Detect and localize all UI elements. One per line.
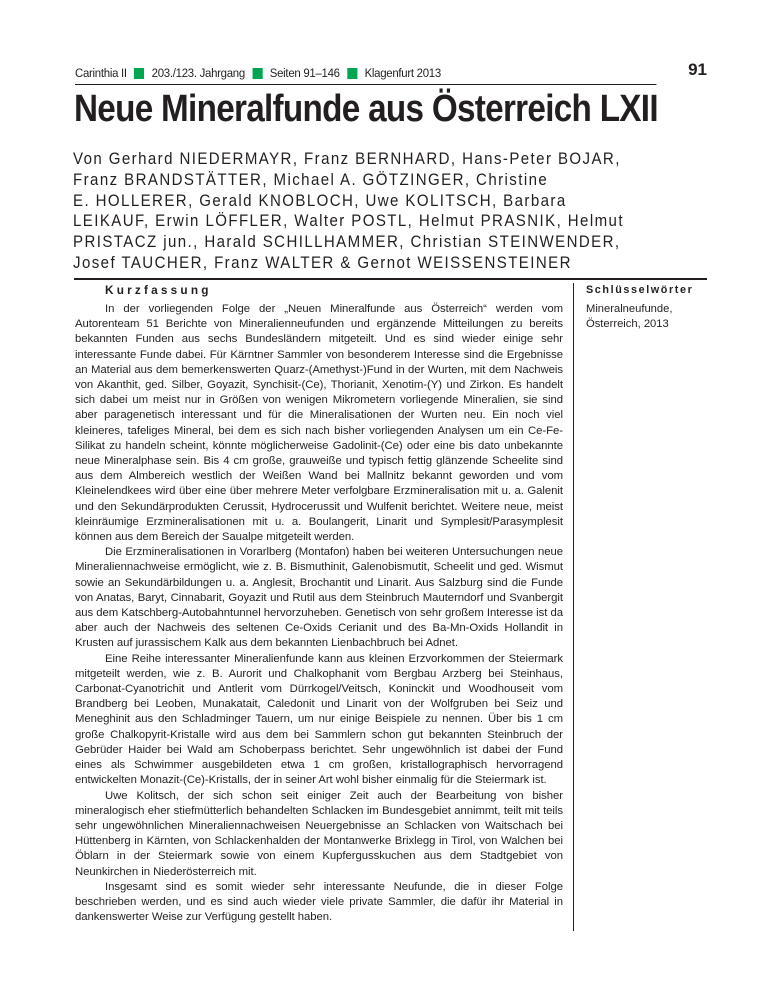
- abstract-paragraph: Die Erzmineralisationen in Vorarlberg (Montafon) haben bei weiteren Untersuchungen neue Mineraliennachweise ermöglicht, wie z. B. Bismuthinit, Galenobismutit, Scheelit und ged. Wismut sowie an Sekundärbildungen u. a. Anglesit, Brochantit und Linarit. Aus Salzburg sind die Funde von Anatas, Baryt, Cinnabarit, Goyazit und Rutil aus dem Steinbruch Mauterndorf und Svanbergit aus dem Katschberg-Autobahntunnel hervorzuheben. Genetisch von sehr großem Interesse ist da aber auch der Nachweis des seltenen Ce-Oxids Cerianit und des Ba-Mn-Oxids Hollandit in Krusten auf jurassischem Kalk aus dem bekannten Lienbachbruch bei Adnet.: [75, 546, 563, 650]
- journal-name: Carinthia II: [75, 66, 127, 80]
- abstract-paragraph: In der vorliegenden Folge der „Neuen Mineralfunde aus Österreich“ werden vom Autorenteam 51 Berichte von Mineralienneufunden und ergänzende Mitteilungen zu bereits bekannten Funden aus sechs Bundesländern mitgeteilt. Und es sind wieder einige sehr interessante Funde dabei. Für Kärntner Sammler von besonderem Interesse sind die Ergebnisse an Material aus dem bemerkenswerten Quarz-(Amethyst-)Fund in der Wurten, mit dem Nachweis von Akanthit, ged. Silber, Goyazit, Synchisit-(Ce), Thorianit, Xenotim-(Y) und Zirkon. Es handelt sich dabei um meist nur in Größen von wenigen Mikrometern vorliegende Mineralien, sie sind aber paragenetisch interessant und für die Mineralisationen der Wurten neu. Ein noch viel kleineres, tafeliges Mineral, bei dem es sich nach bisher vorliegenden Analysen um ein Ce-Fe-Silikat zu handeln scheint, könnte möglicherweise Gadolinit-(Ce) oder eine bis dato unbekannte neue Mineralphase sein. Bis 4 cm große, grauweiße und typisch fettig glänzende Scheelite sind aus dem Almbereich westlich der Weißen Wand bei Mallnitz bekannt geworden und vom Kleinelendkees wird über eine über mehrere Meter verfolgbare Erzmineralisation mit u. a. Galenit und den Sekundärprodukten Cerussit, Hydrocerussit und Wulfenit berichtet. Weitere neue, meist kleinräumige Erzmineralisationen mit u. a. Boulangerit, Linarit und Symplesit/Parasymplesit können aus dem Bereich der Saualpe mitgeteilt werden.: [75, 303, 563, 544]
- author-list: [73, 149, 693, 274]
- keyword-line: Österreich, 2013: [586, 318, 669, 330]
- abstract-heading: Kurzfassung: [105, 283, 212, 297]
- author-line: Von Gerhard NIEDERMAYR, Franz BERNHARD, Hans-Peter BOJAR,: [73, 149, 621, 168]
- abstract-paragraph: Insgesamt sind es somit wieder sehr interessante Neufunde, die in dieser Folge beschrieben werden, und es sind auch wieder viele private Sammler, die dafür ihr Material in dankenswerter Weise zur Verfügung gestellt haben.: [75, 880, 563, 924]
- author-line: Josef TAUCHER, Franz WALTER & Gernot WEISSENSTEINER: [73, 252, 572, 272]
- page-range: Seiten 91–146: [269, 66, 340, 80]
- author-line: PRISTACZ jun., Harald SCHILLHAMMER, Christian STEINWENDER,: [73, 232, 621, 252]
- running-header: [75, 62, 656, 85]
- abstract-paragraph: Eine Reihe interessanter Mineralienfunde kann aus kleinen Erzvorkommen der Steiermark mitgeteilt werden, wie z. B. Aurorit und Chalkophanit vom Bergbau Arzberg bei Steinhaus, Carbonat-Cyanotrichit und Antlerit vom Dürrkogel/Veitsch, Koninckit und Woodhouseit vom Brandberg bei Leoben, Munakatait, Caledonit und Linarit von der Wolfgruben bei Seiz und Meneghinit aus den Schladminger Tauern, um nur einige Beispiele zu nennen. Über bis 1 cm große Chalkopyrit-Kristalle wird aus dem bei Sammlern schon gut bekannten Steinbruch der Gebrüder Haider bei Wald am Schoberpass berichtet. Sehr ungewöhnlich ist dabei der Fund eines als Schwimmer ausgebildeten etwa 1 cm großen, kristallographisch hervorragend entwickelten Monazit-(Ce)-Kristalls, der in seiner Art wohl bisher einmalig für die Steiermark ist.: [75, 652, 563, 787]
- green-square-separator-icon: [252, 68, 262, 79]
- green-square-separator-icon: [347, 68, 357, 79]
- horizontal-rule: [74, 278, 707, 280]
- author-line: LEIKAUF, Erwin LÖFFLER, Walter POSTL, Helmut PRASNIK, Helmut: [73, 211, 624, 231]
- keyword-line: Mineralneufunde,: [586, 303, 673, 315]
- volume-info: 203./123. Jahrgang: [151, 66, 245, 80]
- abstract-section: [75, 282, 563, 925]
- author-line: E. HOLLERER, Gerald KNOBLOCH, Uwe KOLITSCH, Barbara: [73, 190, 567, 210]
- article-title: Neue Mineralfunde aus Österreich LXII: [74, 88, 658, 130]
- green-square-separator-icon: [134, 68, 144, 79]
- keywords-section: [586, 282, 716, 332]
- keywords-heading: Schlüsselwörter: [586, 284, 694, 296]
- author-line: Franz BRANDSTÄTTER, Michael A. GÖTZINGER, Christine: [73, 169, 549, 189]
- place-year: Klagenfurt 2013: [364, 66, 441, 80]
- column-divider: [573, 283, 574, 931]
- abstract-paragraph: Uwe Kolitsch, der sich schon seit einiger Zeit auch der Bearbeitung von bisher mineralogisch eher stiefmütterlich behandelten Schlacken im Bundesgebiet annimmt, teilt mit teils sehr ungewöhnlichen Mineraliennachweisen Neuergebnisse an Schlacken von Waitschach bei Hüttenberg in Kärnten, von Schlackenhalden der Montanwerke Brixlegg in Tirol, von Walchen bei Öblarn in der Steiermark sowie von einem Kupfergusskuchen aus dem Stadtgebiet von Neunkirchen in Niederösterreich mit.: [75, 789, 563, 878]
- page-number: 91: [688, 60, 707, 79]
